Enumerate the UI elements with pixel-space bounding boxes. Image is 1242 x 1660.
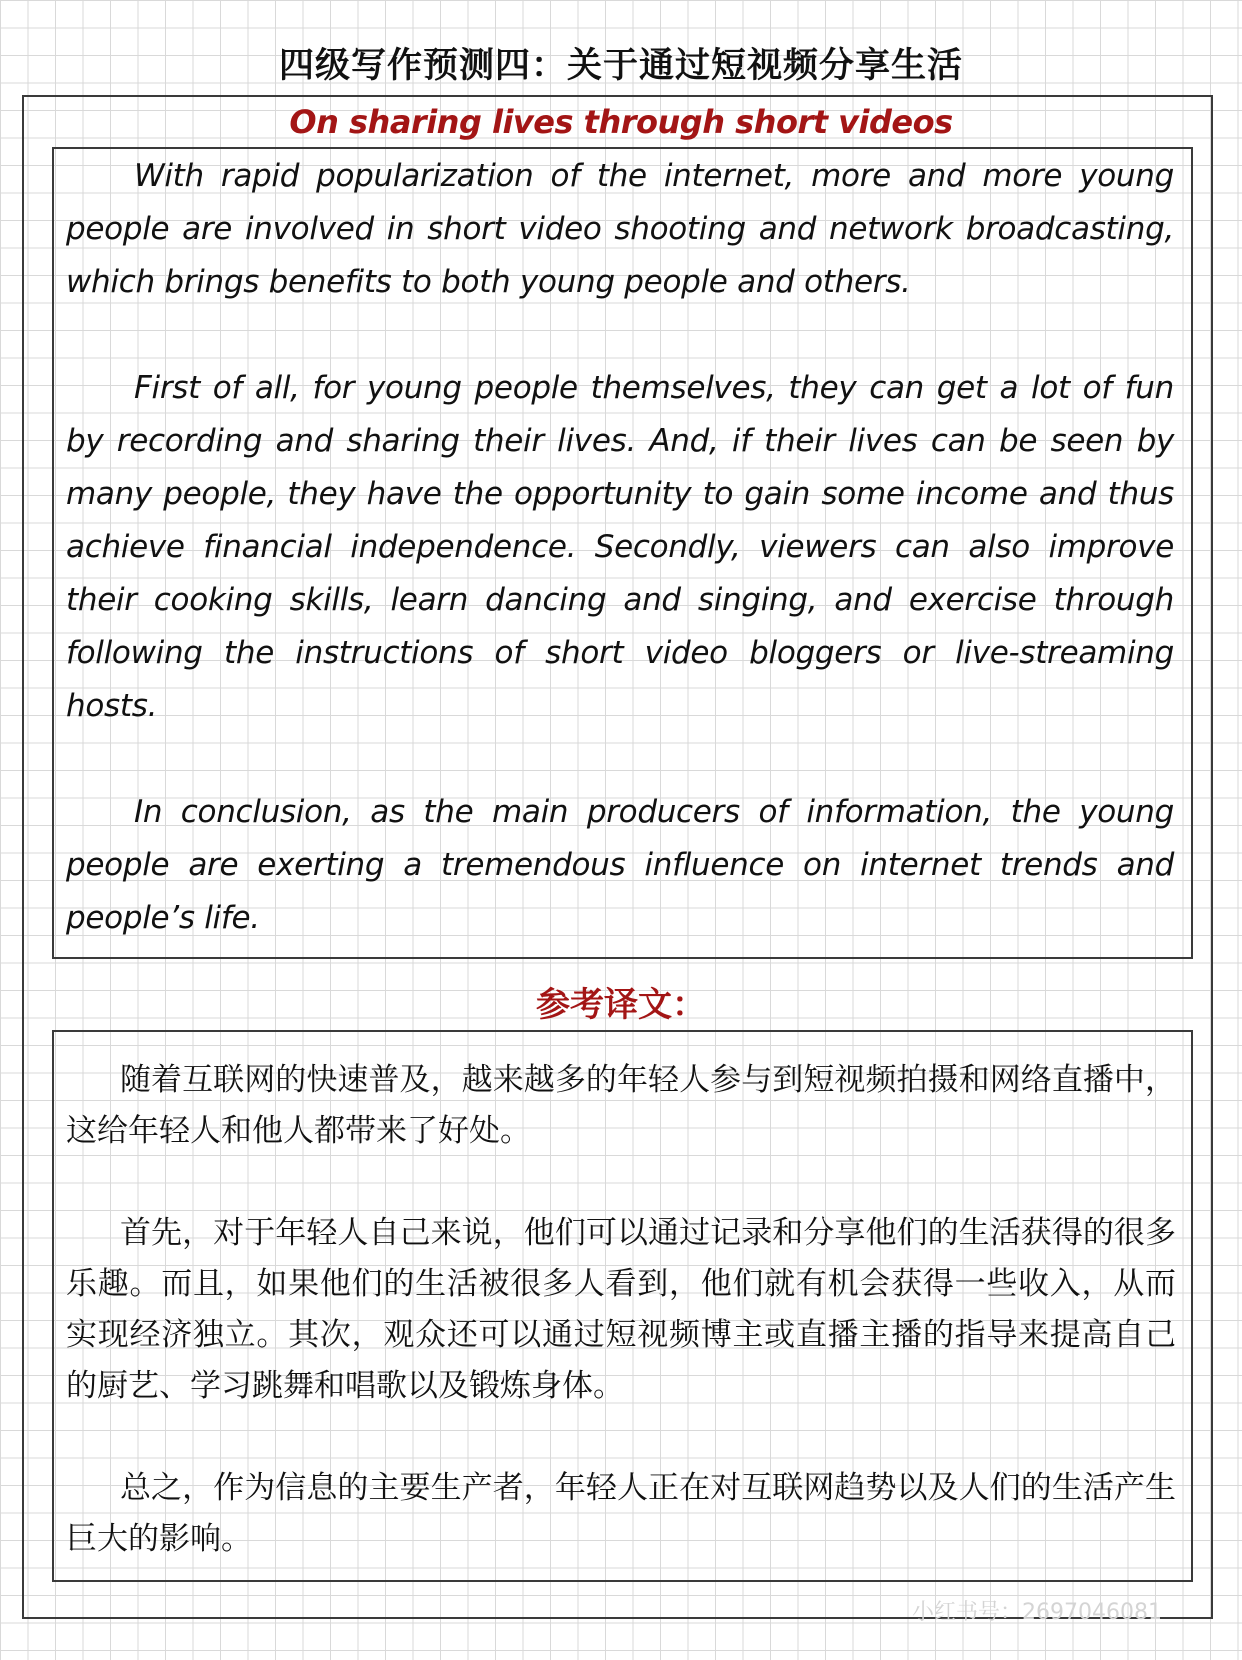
essay-body [66,150,1174,945]
essay-paragraph-body: First of all, for young people themselves, they can get a lot of fun by recording and sharing their lives. And, if their lives can be seen by many people, they have the opportunity to gain some income and thus achieve financial independence. Secondly, viewers can also improve their cooking skills, learn dancing and singing, and exercise through following the instructions of short video bloggers or live-streaming hosts. [66,370,1174,724]
translation-paragraph-intro: 随着互联网的快速普及，越来越多的年轻人参与到短视频拍摄和网络直播中，这给年轻人和他人都带来了好处。 [66,1062,1176,1149]
translation-paragraph-conclusion: 总之，作为信息的主要生产者，年轻人正在对互联网趋势以及人们的生活产生巨大的影响。 [66,1470,1176,1557]
translation-heading: 参考译文： [536,985,706,1025]
watermark: 小红书号：2697046081 [912,1600,1162,1625]
essay-paragraph-conclusion: In conclusion, as the main producers of information, the young people are exerting a tremendous influence on internet trends and people’s life. [66,794,1174,936]
translation-body [66,1055,1176,1565]
essay-title: On sharing lives through short videos [289,103,953,141]
page-title: 四级写作预测四：关于通过短视频分享生活 [278,46,963,86]
translation-paragraph-body: 首先，对于年轻人自己来说，他们可以通过记录和分享他们的生活获得的很多乐趣。而且，如果他们的生活被很多人看到，他们就有机会获得一些收入，从而实现经济独立。其次，观众还可以通过短视频博主或直播主播的指导来提高自己的厨艺、学习跳舞和唱歌以及锻炼身体。 [66,1215,1176,1404]
essay-paragraph-intro: With rapid popularization of the internet, more and more young people are involved in short video shooting and network broadcasting, which brings benefits to both young people and others. [66,158,1174,300]
